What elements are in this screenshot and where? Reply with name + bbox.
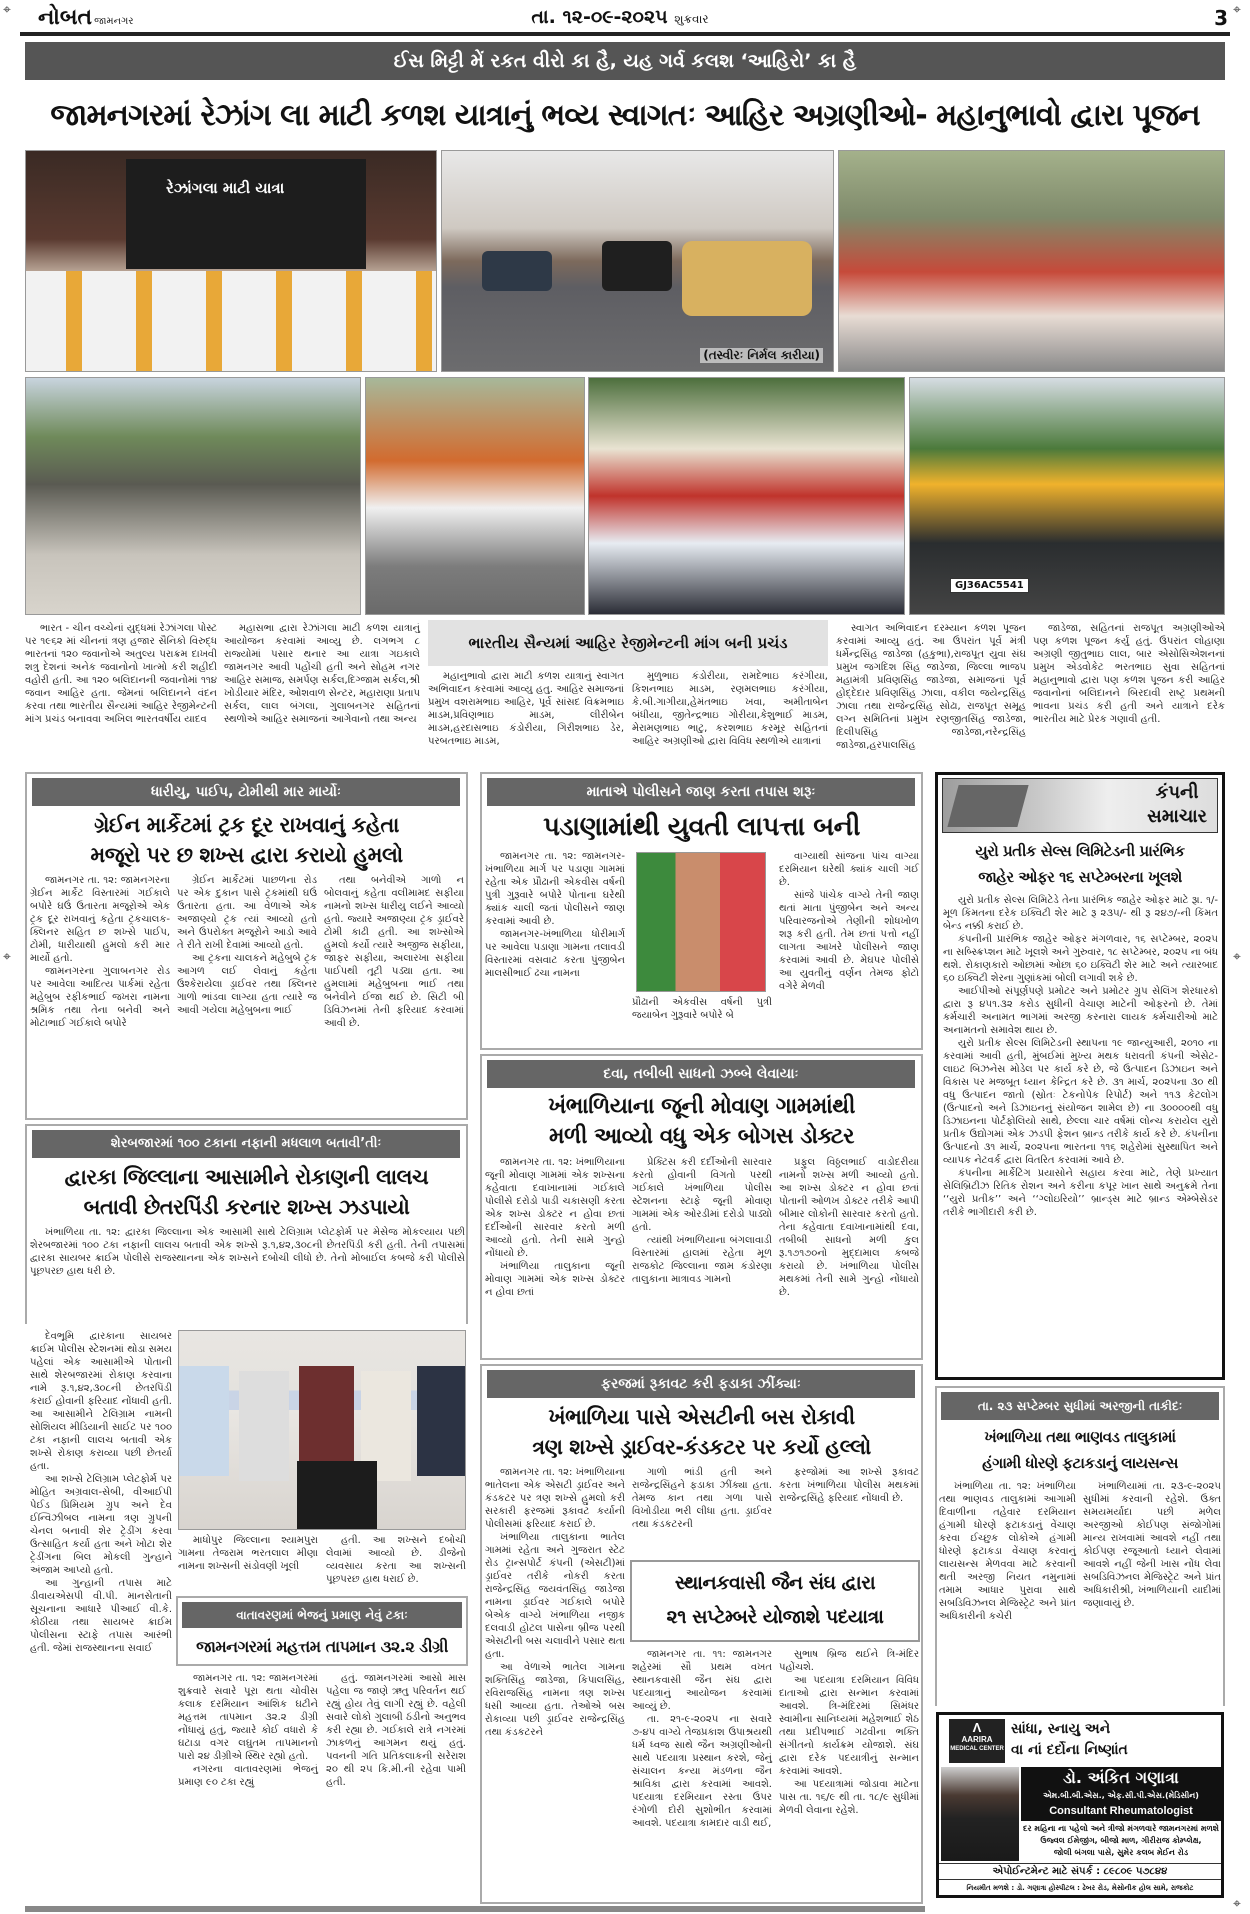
story-missing-headline: પડાણામાંથી યુવતી લાપત્તા બની	[543, 812, 860, 842]
lead-photo-procession	[838, 150, 1225, 372]
headline-line: ખંભાળિયા પાસે એસટીની બસ રોકાવી	[548, 1405, 855, 1429]
story-license-kicker: તા. ૨૩ સપ્ટેમ્બર સુધીમાં અરજીની તાકીદઃ	[941, 1392, 1219, 1420]
company-news-banner	[942, 778, 1218, 833]
story-grain-column-1: જામનગર તા. ૧૨: જામનગરના ગ્રેઈન માર્કેટ વિસ્તારમાં ગઈકાલે બપોરે ઘઉં ઉતારતા મજૂરોએ એક ટ્રક દૂર રાખવાનું કહેતા ટ્રકચાલક-ક્લિનર સહિત છ શખ્સે પાઈપ, ટોમી, ધારીયાથી હુમલો કરી માર માર્યો હતો. જામનગરના ગુલાબનગર રોડ પર આવેલા આદિત્ય પાર્કમાં રહેતા મહેબુબ રફીકભાઈ જખરા નામના શ્રમિક તથા તેના બનેવી અને મોટાભાઈ ગઈકાલે બપોરે	[30, 875, 170, 1029]
story-jain-column-2: સુભાષ બ્રિજ થઈને ત્રિ-મંદિર પહોંચશે. આ પદયાત્રા દરમિયાન વિવિધ દાતાઓ દ્વારા સન્માન કરવામાં આવશે. ત્રિ-મંદિરમાં સિમંધર સ્વામીના સાનિધ્યમાં મહેશભાઈ શેઠ તથા પ્રદીપભાઈ ગઢવીના ભક્તિ સંગીતનો કાર્યક્રમ યોજાશે. સંઘ દ્વારા દરેક પદયાત્રીનું સન્માન કરવામાં આવશે. આ પદયાત્રામાં જોડાવા માટેના પાસ તા. ૧૬/૯ થી તા. ૧૮/૯ સુધીમાં મેળવી લેવાના રહેશે.	[779, 1649, 919, 1816]
ad-regular-hours: નિયમીત મળશે : ડો. ગણાત્રા હોસ્પીટલ : ઢેબર રોડ, મેસોનીક હોલ સામે, રાજકોટ	[939, 1879, 1221, 1896]
story-bus-column-1: જામનગર તા. ૧૨: ખંભાળિયાના ભાતેલના એક એસટી ડ્રાઈવર અને કંડકટર પર ત્રણ શખ્સે હુમલો કરી સરકારી ફરજમાં રૂકાવટ કર્યાની પોલીસમાં ફરિયાદ કરાઈ છે. ખંભાળિયા તાલુકાના ભાતેલ ગામમાં રહેતા અને ગુજરાત સ્ટેટ રોડ ટ્રાન્સપોર્ટ કંપની (એસટી)માં ડ્રાઈવર તરીકે નોકરી કરતા રાજેન્દ્રસિંહ જયવંતસિંહ જાડેજા નામના ડ્રાઈવર ગઈકાલે બપોરે બેએક વાગ્યે ખંભાળિયા નજીક દલવાડી હોટલ પાસેના બ્રીજ પરથી એસટીની બસ ચલાવીને પસાર થતા હતા. આ વેળાએ ભાતેલ ગામના શક્તિસિંહ જાડેજા, કિપાલસિંહ, રવિરાજસિંહ નામના ત્રણ શખ્સ ધસી આવ્યા હતા. તેઓએ બસ રોકાવ્યા પછી ડ્રાઈવર રાજેન્દ્રસિંહ તથા કંડકટરને	[485, 1467, 625, 1738]
story-fraud-column-3: હતી. આ શખ્સને દબોચી લેવામાં આવ્યો છે. ડીજેનો વ્યવસાય કરતા આ શખ્સની પૂછપરછ હાથ ધરાઈ છે.	[326, 1535, 466, 1585]
newspaper-logo: નોબત જામનગર	[38, 4, 134, 30]
lead-subhead: ભારતીય સૈન્યમાં આહિર રેજીમેન્ટની માંગ બની પ્રચંડ	[428, 620, 828, 666]
registration-mark-icon: ⌖	[3, 2, 11, 18]
brand-subtitle: MEDICAL CENTER	[950, 1746, 1004, 1752]
lead-column-3: મહાનુભાવો દ્વારા માટી કળશ યાત્રાનું સ્વાગત અભિવાદન કરવામાં આવ્યુ હતુ. આહિર સમાજનાં પ્રમુખ વશરામભાઇ આહિર, પૂર્વ સાંસદ વિક્રમભાઇ માડમ,પ્રવિણભાઇ માડમ, લીરીબેન માડમ,હરદાસભાઇ કંડોરીયા, ગિરીશભાઇ ડેર, પરબતભાઇ માડમ,	[428, 671, 624, 747]
story-fraud-headline	[30, 1162, 463, 1222]
story-weather-column-2: હતું. જામનગરમાં આસો માસ પહેલા જ જાણે ઋતુ પરિવર્તન થઈ રહ્યું હોય તેવું લાગી રહ્યું છે. વહેલી સવારે લોકો ગુલાબી ઠંડીનો અનુભવ કરી રહ્યા છે. ગઈકાલે રાત્રે નગરમાં ઝાકળનું આગમન થયું હતું. પવનની ગતિ પ્રતિકલાકની સરેરાશ ૨૦ થી ૨૫ કિ.મી.ની રહેવા પામી હતી.	[326, 1673, 466, 1788]
doctor-advertisement	[936, 1712, 1224, 1898]
story-doctor-column-2: પ્રેક્ટિસ કરી દર્દીઓની સારવાર કરતો હોવાની વિગતો પરથી ગઈકાલે ખંભાળિયા પોલીસ સ્ટેશનના સ્ટાફે જૂની મોવાણ ગામમાં એક ઓરડીમાં દરોડો પાડ્યો હતો. ત્યાંથી ખંભાળિયાના બંગલાવાડી વિસ્તારમાં હાલમાં રહેતા મૂળ રાજકોટ જિલ્લાના જામ કંડોરણા તાલુકાના માત્રાવડ ગામનો	[632, 1157, 772, 1285]
story-doctor-column-3: પ્રફુલ વિઠ્ઠલભાઈ વાડોદરીયા નામનો શખ્સ મળી આવ્યો હતો. આ શખ્સ ડોક્ટર ન હોવા છતાં પોતાની ઓળખ ડોક્ટર તરીકે આપી બીમાર લોકોની સારવાર કરતો હતો. તેના કહેવાતા દવાખાનામાંથી દવા, તબીબી સાધનો મળી કુલ રૂ.૧૭૧૭૦નો મુદ્દામાલ કબજે કરાયો છે. ખંભાળિયા પોલીસ મથકમાં તેની સામે ગુન્હો નોંધાયો છે.	[779, 1157, 919, 1298]
lead-photo-kalash-welcome	[588, 377, 905, 615]
dateline: તા. ૧૨-૦૯-૨૦૨૫ શુક્રવાર	[531, 6, 709, 28]
lead-photo-felicitation	[25, 150, 437, 372]
headline-line: ત્રણ શખ્સે ડ્રાઈવર-કંડકટર પર કર્યો હલ્લો	[532, 1435, 871, 1459]
story-doctor-headline	[485, 1092, 918, 1152]
photo-credit: (તસ્વીરઃ નિર્મલ કારીયા)	[700, 348, 823, 363]
lead-column-2: મહાસભા દ્વારા રેઝાંગલા માટી કળશ યાત્રાનું આયોજન કરવામાં આવ્યુ છે. લગભગ ૮ રાજ્યોમાં પસાર થનાર આ યાત્રા ગઇકાલે જામનગર આવી પહોંચી હતી અને સોહમ નગર આહિર સમાજ, સમર્પણ સર્કલ,દિગ્જામ સર્કલ,શ્રી ખોડીયાર મંદિર, ઓશવાળ સેન્ટર, મહારાણા પ્રતાપ સર્કલ, લાલ બંગલા, ગુલાબનગર સહિતનાં સ્થળોએ આહિર સમાજનાં આગેવાનો તથા અન્ય	[224, 623, 420, 725]
missing-girl-photo	[636, 852, 766, 992]
photo-banner: રેઝાંગલા માટી યાત્રા	[126, 159, 366, 269]
story-missing-kicker: માતાએ પોલીસને જાણ કરતા તપાસ શરૂઃ	[487, 778, 915, 806]
story-missing-column-1: જામનગર તા. ૧૨: જામનગર-ખંભાળિયા માર્ગ પર પડાણા ગામમાં રહેતા એક પ્રૌઢાની એકવીસ વર્ષની પુત્રી ગુરૂવારે બપોરે પોતાના ઘરેથી ક્યાંક ચાલી જતાં પોલીસને જાણ કરવામાં આવી છે. જામનગર-ખંભાળિયા ધોરીમાર્ગ પર આવેલા પડાણા ગામના તલાવડી વિસ્તારમાં વસવાટ કરતા પુંજીબેન માલસીભાઈ ઢચા નામના	[485, 851, 625, 979]
lead-photo-veterans-march	[25, 377, 361, 615]
story-weather-headline: જામનગરમાં મહત્તમ તાપમાન ૩૨.૨ ડીગ્રી	[196, 1637, 448, 1656]
registration-mark-icon: ⌖	[1233, 1896, 1241, 1912]
headline-line: ગ્રેઈન માર્કેટમાં ટ્રક દૂર રાખવાનું કહેતા	[94, 813, 399, 837]
accused-with-police-photo	[178, 1330, 466, 1530]
story-grain-column-3: તથા બનેવીએ ગાળો ન બોલવાનું કહેતા વલીમામદ સફીયા નામનો શખ્સ ધારીયુ લઈને આવ્યો હતો. જ્યારે અજાણ્યા ટ્રક ડ્રાઈવરે ટોમી કાઢી હતી. આ શખ્સોએ હુમલો કર્યો ત્યારે અજીજ સફીયા, જાફર સફીયા, અલારખા સફીયા પાઈપથી તૂટી પડ્યા હતા. આ હુમલામાં મહેબુબના ભાઈ તથા બનેવીને ઈજા થઈ છે. સિટી બી ડિવિઝનમાં તેની ફરિયાદ કરવામાં આવી છે.	[324, 875, 464, 1029]
lead-photo-car-rally	[441, 150, 834, 372]
story-doctor-kicker: દવા, તબીબી સાધનો ઝબ્બે લેવાયાઃ	[487, 1060, 915, 1088]
story-jain-column-1: જામનગર તા. ૧૧: જામનગર શહેરમાં સૌ પ્રથમ વખત સ્થાનકવાસી જૈન સંઘ દ્વારા પદયાત્રાનું આયોજન કરવામાં આવ્યું છે. તા. ૨૧-૯-૨૦૨૫ ના સવારે ૭-૪૫ વાગ્યે તેજપ્રકાશ ઉપાશ્રયથી ધર્મ ધ્વજ સાથે જૈન અગ્રણીઓની સાથે પદયાત્રા પ્રસ્થાન કરશે, જેનું સંચાલન કન્યા મંડળના જૈન શ્રાવિકા દ્વારા કરવામાં આવશે. પદયાત્રા દરમિયાન રસ્તા ઉપર રંગોળી દોરી સુશોભીત કરવામાં આવશે. પદયાત્રા કામદાર વાડી થઈ,	[632, 1649, 772, 1829]
logo-mark-icon: Λ	[972, 1720, 982, 1735]
story-grain-headline	[30, 810, 463, 870]
headline-line: મજૂરો પર છ શખ્સ દ્વારા કરાયો હુમલો	[90, 843, 403, 867]
registration-mark-icon: ⌖	[1233, 949, 1241, 965]
company-news-body: યુરો પ્રતીક સેલ્સ લિમિટેડે તેના પ્રારંભિક જાહેર ઓફર માટે રૂા. ૧/- મૂળ કિંમતના દરેક ઇક્વિટી શેર માટે રૂ ૨૩૫/- થી રૂ ૨૪૭/-ની કિંમત બેન્ડ નક્કી કરાઈ છે. કંપનીની પ્રારંભિક જાહેર ઓફર મંગળવાર, ૧૬ સપ્ટેમ્બર, ૨૦૨૫ ના સબ્સ્ક્રિપ્શન માટે ખૂલશે અને ગુરુવાર, ૧૮ સપ્ટેમ્બર, ૨૦૨૫ ના બંધ થશે. રોકાણકારો ઓછામાં ઓછા ૬૦ ઇક્વિટી શેર માટે અને ત્યારબાદ ૬૦ ઇક્વિટી શેરના ગુણાંકમાં બોલી લગાવી શકે છે. આઈપીઓ સંપૂર્ણપણે પ્રમોટર અને પ્રમોટર ગ્રુપ સેલિંગ શેરધારકો દ્વારા રૂ ૪૫૧.૩૨ કરોડ સુધીની વેચાણ માટેની ઓફરનો છે. તેમાં કર્મચારી અનામત ભાગમાં અરજી કરનારા લાયક કર્મચારીઓ માટે અનામતનો સમાવેશ થાય છે. યુરો પ્રતીક સેલ્સ લિમિટેડની સ્થાપના ૧૯ જાન્યુઆરી, ૨૦૧૦ ના કરવામાં આવી હતી, મુંબઈમાં મુખ્ય મથક ધરાવતી કંપની એસેટ-લાઇટ બિઝનેસ મોડેલ પર કાર્ય કરે છે, જે ઉત્પાદન ડિઝાઇન અને વિકાસ પર મજબૂત ધ્યાન કેન્દ્રિત કરે છે. ૩૧ માર્ચ, ૨૦૨૫ના ૩૦ થી વધુ ઉત્પાદન જાતો (સ્રોતઃ ટેકનોપેક રિપોર્ટ) અને ૧૧૩ કેટલોગ (ઉત્પાદનો અને ડિઝાઇનનું સંયોજન શામેલ છે) ના ૩૦૦૦૦થી વધુ ડિઝાઇનના પોર્ટફોલિયો સાથે, છેલ્લા ચાર વર્ષમાં લોન્ચ કરાયેલ યુરો પ્રતીક ઉદ્યોગમાં એક ઝડપી ફેશન બ્રાન્ડ તરીકે કાર્ય કરે છે. કંપનીના ઉત્પાદનો ૩૧ માર્ચ, ૨૦૨૫ના ભારતના ૧૧૬ શહેરોમાં સુસ્થાપિત અને વ્યાપક નેટવર્ક દ્વારા વિતરિત કરવામાં આવે છે. કંપનીના માર્કેટિંગ પ્રયાસોને સહાય કરવા માટે, તેણે પ્રખ્યાત સેલિબ્રિટીઝ રિતિક રોશન અને કરીના કપૂર ખાન સાથે અનુક્રમે તેના ‘‘યુરો પ્રતીક’’ અને ‘‘ગ્લોઇરિયો’’ બ્રાન્ડ્સ માટે બ્રાન્ડ એમ્બેસેડર તરીકે ભાગીદારી કરી છે.	[943, 895, 1218, 1218]
bottom-rule	[25, 1906, 925, 1912]
headline-line: જાહેર ઓફર ૧૬ સપ્ટેમ્બરના ખૂલશે	[978, 868, 1182, 886]
page-number: 3	[1214, 6, 1228, 30]
lead-photo-jeep	[909, 377, 1225, 615]
registration-mark-icon: ⌖	[1233, 2, 1241, 18]
aarira-logo	[949, 1719, 1005, 1763]
lead-photo-dancer	[365, 377, 585, 615]
story-license-column-1: ખંભાળિયા તા. ૧૨: ખંભાળિયા તથા ભાણવડ તાલુકામાં આગામી દિવાળીના તહેવાર દરમિયાન હંગામી ધોરણે ફટાકડાનું વેંચાણ કરવા ઈચ્છુક લોકોએ હંગામી ધોરણે ફટાકડા વેંચાણ કરવાનું લાયસન્સ મેળવવા માટે કરવાની થતી અરજી નિયત નમુનામાં તમામ આધાર પુરાવા સાથે સબડિવિઝનલ મેજિસ્ટ્રેટ અને પ્રાંત અધિકારીની કચેરી	[939, 1481, 1076, 1622]
lead-column-5: સ્વાગત અભિવાદન દરમ્યાન કળશ પૂજન કરવામાં આવ્યુ હતું. આ ઉપરાંત પૂર્વ મંત્રી ધર્મેન્દ્રસિંહ જાડેજા (હકુભા),રાજપૂત યુવા સંઘ પ્રમુખ જગદિશ સિંહ જાડેજા, જિલ્લા ભાજપ મહામંત્રી પ્રવિણસિંહ જાડેજા, સમાજનાં પૂર્વ હોદ્દેદાર પ્રવિણસિંહ ઝાલા, વકીલ જયેન્દ્રસિંહ ઝાલા તથા રાજેન્દ્રસિંહ સોઢા, રાજપૂત સમૂહ લગ્ન સમિતિનાં પ્રમુખ રણજીતસિંહ જાડેજા, દિલીપસિંહ જાડેજા,નરેન્દ્રસિંહ જાડેજા,હરપાલસિંહ	[836, 623, 1026, 751]
story-jain-headline	[632, 1566, 918, 1634]
masthead	[20, 0, 1230, 36]
ad-schedule: દર મહિના ના પહેલો અને ત્રીજો મંગળવારે જામનગરમાં મળશે ઉજ્વલ ઈમેજીંગ, બીજો માળ, ગીરીરાજ કોમ્પ્લેક્ષ, જોલી બંગલા પાસે, સુમેર કલબ મેઈન રોડ	[1023, 1824, 1219, 1857]
headline-line: સ્થાનકવાસી જૈન સંઘ દ્વારા	[674, 1572, 876, 1594]
story-license-headline	[938, 1424, 1222, 1476]
headline-line: ખંભાળિયા તથા ભાણવડ તાલુકામાં	[984, 1428, 1176, 1446]
story-grain-column-2: ગ્રેઈન માર્કેટમાં પાછળના રોડ પર એક દુકાન પાસે ટ્રકમાંથી ઘઉં ઉતારતા હતા. આ વેળાએ એક અજાણ્યો ટ્રક ત્યાં આવ્યો હતો અને ઉપરોક્ત મજૂરોને આડો આવે તે રીતે રાખી દેવામાં આવ્યો હતો. આ ટ્રકના ચાલકને મહેબુબે ટ્રક આગળ લઈ લેવાનું કહેતા ઉશ્કેરાયેલા ડ્રાઈવર તથા ક્લિનર ગાળો ભાંડવા લાગ્યા હતા ત્યારે જ આવી ગયેલા મહેબુબના ભાઈ	[177, 875, 317, 1016]
story-bus-headline	[485, 1402, 918, 1462]
headline-line: મળી આવ્યો વધુ એક બોગસ ડોક્ટર	[548, 1124, 855, 1149]
story-fraud-lede: ખંભાળિયા તા. ૧૨: દ્વારકા જિલ્લાના એક આસામી સાથે ટેલિગ્રામ પ્લેટફોર્મ પર મેસેજ મોકલ્યાય પછી શેરબજારમાં ૧૦૦ ટકા નફાની લાલચ બતાવી એક શખ્સે રૂ.૧,૪૨,૩૦૮ની છેતરપિંડી કરી હતી. તેની તપાસમાં દ્વારકા સાયબર ક્રાઈમ પોલીસે રાજસ્થાનના એક શખ્સને દબોચી લીધો છે. તેનો મોબાઈલ કબજે કરી પોલીસે પૂછપરછ હાથ ધરી છે.	[30, 1227, 465, 1277]
registration-mark-icon: ⌖	[3, 949, 11, 965]
story-grain-kicker: ધારીયુ, પાઈપ, ટોમીથી માર માર્યોઃ	[32, 778, 460, 806]
doctor-name-block: ડો. અંકિત ગણાત્રા એમ.બી.બી.એસ., એફ.સી.પી.એસ.(મેડિસીન) Consultant Rheumatologist	[1021, 1767, 1221, 1821]
lead-headline: જામનગરમાં રેઝાંગ લા માટી કળશ યાત્રાનું ભવ્ય સ્વાગતઃ આહિર અગ્રણીઓ- મહાનુભાવો દ્વારા પૂજન	[50, 98, 1200, 133]
laptop-icon	[947, 785, 1028, 827]
headline-line: ખંભાળિયાના જૂની મોવાણ ગામમાંથી	[548, 1094, 855, 1119]
story-bus-kicker: ફરજમાં રૂકાવટ કરી ફડાકા ઝીંક્યાઃ	[487, 1370, 915, 1398]
lead-column-1: ભારત - ચીન વચ્ચેનાં યુદ્ધમાં રેઝાંગલા પોસ્ટ પર ૧૯૬૨ માં ચીનનાં ત્રણ હજાર સૈનિકો વિરુદ્ધ ભારતનાં ૧૨૦ જવાનોએ અતુલ્ય પરાક્રમ દાખવી શત્રુ દેશનાં અનેક જવાનોનો ખાત્મો કરી શહીદી વહોરી હતી. આ ૧૨૦ બલિદાનની જવાનોમાં ૧૧૪ જવાન આહિર હતા. જેમનાં બલિદાનને વંદન કરવા તથા ભારતીય સૈન્યમાં આહિર રેજીમેન્ટની માંગ પ્રચંડ બનાવવા અખિલ ભારતવર્ષીય યાદવ	[25, 623, 217, 725]
story-missing-column-3: વાગ્યાથી સાંજના પાંચ વાગ્યા દરમિયાન ઘરેથી ક્યાંક ચાલી ગઈ છે. સાંજે પાંચેક વાગ્યે તેની જાણ થતાં માતા પુંજીબેન અને અન્ય પરિવારજનોએ તેણીની શોધખોળ શરૂ કરી હતી. તેમ છતાં પત્તો નહીં લાગતા આખરે પોલીસને જાણ કરવામાં આવી છે. મેઘપર પોલીસે આ યુવતીનું વર્ણન તેમજ ફોટો વગેરે મેળવી	[779, 851, 919, 992]
headline-line: યુરો પ્રતીક સેલ્સ લિમિટેડની પ્રારંભિક	[975, 842, 1185, 860]
lead-column-4: મુળુભાઇ કંડોરીયા, રામદેભાઇ કરંગીયા, કિશનભાઇ માડમ, રણમલભાઇ કરંગીયા, કે.બી.ગાગીયા,હેમંતભાઇ ખવા, અમીતાબેન બંધીયા, જીતેન્દ્રભાઇ ગોરીયા,કેશુભાઈ માડમ, મેરામણભાઇ ભાટુ, કરશભાઇ કરમૂર સહિતનાં આહિર અગ્રણીઓ દ્વારા વિવિધ સ્થળોએ યાત્રાનાં	[632, 671, 828, 747]
story-license-column-2: ખંભાળિયામાં તા. ૨૩-૯-૨૦૨૫ સુધીમાં કરવાની રહેશે. ઉક્ત સમયમર્યાદા પછી મળેલ અરજીઓ કોઈપણ સંજોગોમાં માન્ય રાખવામાં આવશે નહીં તથા કોઈપણ રજૂઆતો ધ્યાને લેવામાં આવશે નહીં જેની ખાસ નોંધ લેવા સબડિવિઝનલ મેજિસ્ટ્રેટ અને પ્રાંત અધિકારીશ્રી, ખંભાળિયાની યાદીમાં જણાવાયું છે.	[1083, 1481, 1221, 1609]
story-doctor-column-1: જામનગર તા. ૧૨: ખંભાળિયાના જૂની મોવાણ ગામમાં એક શખ્સના કહેવાતા દવાખાનામાં ગઈકાલે પોલીસે દરોડો પાડી ચકાસણી કરતા એક શખ્સ ડોક્ટર ન હોવા છતાં દર્દીઓની સારવાર કરતો મળી આવ્યો હતો. તેની સામે ગુન્હો નોંધાયો છે. ખંભાળિયા તાલુકાના જૂની મોવાણ ગામમાં એક શખ્સ ડોક્ટર ન હોવા છતાં	[485, 1157, 625, 1298]
company-news-headline	[940, 838, 1220, 890]
company-news-title: કંપની સમાચાર	[1147, 782, 1207, 827]
ad-tagline: સાંધા, સ્નાયુ અને વા નાં દર્દોના નિષ્ણાંત	[1011, 1721, 1128, 1758]
missing-girl-photo-caption: પ્રૌઢાની એકવીસ વર્ષની પુત્રી જયાબેન ગુરૂવારે બપોરે બે	[632, 997, 772, 1021]
ad-appointment: એપોઈન્ટમેન્ટ માટે સંપર્ક : ૮૯૮૦૯ ૫૭૮૪૪	[939, 1863, 1221, 1880]
lead-column-6: જાડેજા, સહિતનાં રાજપૂત અગ્રણીઓએ પણ કળશ પૂજન કર્યું હતું. ઉપરાંત લોહાણા અગ્રણી જીતુભાઇ લાલ, બાર એસોસિએશનનાં પ્રમુખ એડવોકેટ ભરતભાઇ સુવા સહિતનાં મહાનુભાવો દ્વારા પણ કળશ પૂજન કરી આહિર જવાનોનાં બલિદાનને બિરદાવી રાષ્ટ્ર પ્રથમની ભાવના પ્રચંડ કરી હતી અને યાત્રાને દરેક ભારતીય માટે પ્રેરક ગણાવી હતી.	[1033, 623, 1225, 725]
story-fraud-column-2: માધોપુર જિલ્લાના શ્યામપુરા ગામના તેજરામ ભરતલાલ મીણા નામના શખ્સની સંડોવણી ખૂલી	[178, 1535, 318, 1572]
story-fraud-column-1: દેવભૂમિ દ્વારકાના સાયબર ક્રાઈમ પોલીસ સ્ટેશનમાં થોડા સમય પહેલાં એક આસામીએ પોતાની સાથે શેરબજારમાં રોકાણ કરવાના નામે રૂ.૧,૪૨,૩૦૮ની છેતરપિંડી કરાઈ હોવાની ફરિયાદ નોંધાવી હતી. આ આસામીને ટેલિગ્રામ નામની સોશિયલ મીડિયાની સાઈટ પર ૧૦૦ ટકા નફાની લાલચ બતાવી એક શખ્સે રોકાણ કરાવ્યા પછી છેતર્યા હતા. આ શખ્સે ટેલિગ્રામ પ્લેટફોર્મ પર મોહિત અગ્રવાલ-સેબી, વીઆઈપી પેઈડ પ્રિમિયમ ગ્રુપ અને દેવ ઈન્વિઝીબલ નામના ત્રણ ગ્રુપની ચેનલ બનાવી શેર ટ્રેડીંગ કરવા ઉત્સાહિત કર્યા હતા અને ખોટા શેર ટ્રેડીંગના બિલ મોકલી ગુન્હાને અંજામ આપ્યો હતો. આ ગુન્હાની તપાસ માટે ડીવાયએસપી વી.પી. માનસેતાની સૂચનાના આધારે પીઆઈ વી.કે. કોઠીયા તથા સાયબર ક્રાઈમ પોલીસના સ્ટાફે તપાસ આરંભી હતી. જેમાં રાજસ્થાનના સવાઈ	[30, 1331, 172, 1654]
lead-kicker: ઈસ મિટ્ટી મેં રકત વીરો કા હૈ, યહ ગર્વ કલશ ‘આહિરો’ કા હૈ	[25, 42, 1225, 80]
headline-line: ૨૧ સપ્ટેમ્બરે યોજાશે પદયાત્રા	[666, 1606, 884, 1628]
story-fraud-kicker: શેરબજારમાં ૧૦૦ ટકાના નફાની મધલાળ બતાવી’તીઃ	[32, 1130, 460, 1158]
story-weather-column-1: જામનગર તા. ૧૨: જામનગરમાં શુક્રવારે સવારે પૂરા થતા ચોવીસ કલાક દરમિયાન આંશિક ઘટીને મહત્તમ તાપમાન ૩૨.૨ ડીગ્રી નોંધાયું હતું, જ્યારે કોઈ વધારો કે ઘટાડા વગર લઘુતમ તાપમાનનો પારો ૨૪ ડીગ્રીએ સ્થિર રહ્યો હતો. નગરના વાતાવરણમાં ભેજનું પ્રમાણ ૯૦ ટકા રહ્યું	[178, 1673, 318, 1788]
headline-line: હંગામી ધોરણે ફટાકડાનું લાયસન્સ	[982, 1454, 1178, 1472]
jeep-license-plate: GJ36AC5541	[950, 578, 1029, 593]
brand-name: AARIRA	[961, 1735, 993, 1744]
story-bus-column-3: ફરજોમાં આ શખ્સે રૂકાવટ કરતા ખંભાળિયા પોલીસ મથકમાં રાજેન્દ્રસિંહે ફરિયાદ નોંધાવી છે.	[779, 1467, 919, 1504]
story-bus-column-2: ગાળો ભાંડી હતી અને રાજેન્દ્રસિંહને ફડાકા ઝીંક્યા હતા. તેમજ કાન તથા ગળા પાસે વિખોડીયા ભરી લીધા હતા. ડ્રાઈવર તથા કંડકટરની	[632, 1467, 772, 1530]
story-weather-kicker: વાતાવરણમાં ભેજનું પ્રમાણ નેવું ટકાઃ	[182, 1602, 462, 1628]
headline-line: બતાવી છેતરપિંડી કરનાર શખ્સ ઝડપાયો	[83, 1195, 410, 1219]
headline-line: દ્વારકા જિલ્લાના આસામીને રોકાણની લાલચ	[64, 1165, 429, 1189]
doctor-photo	[941, 1767, 1019, 1861]
